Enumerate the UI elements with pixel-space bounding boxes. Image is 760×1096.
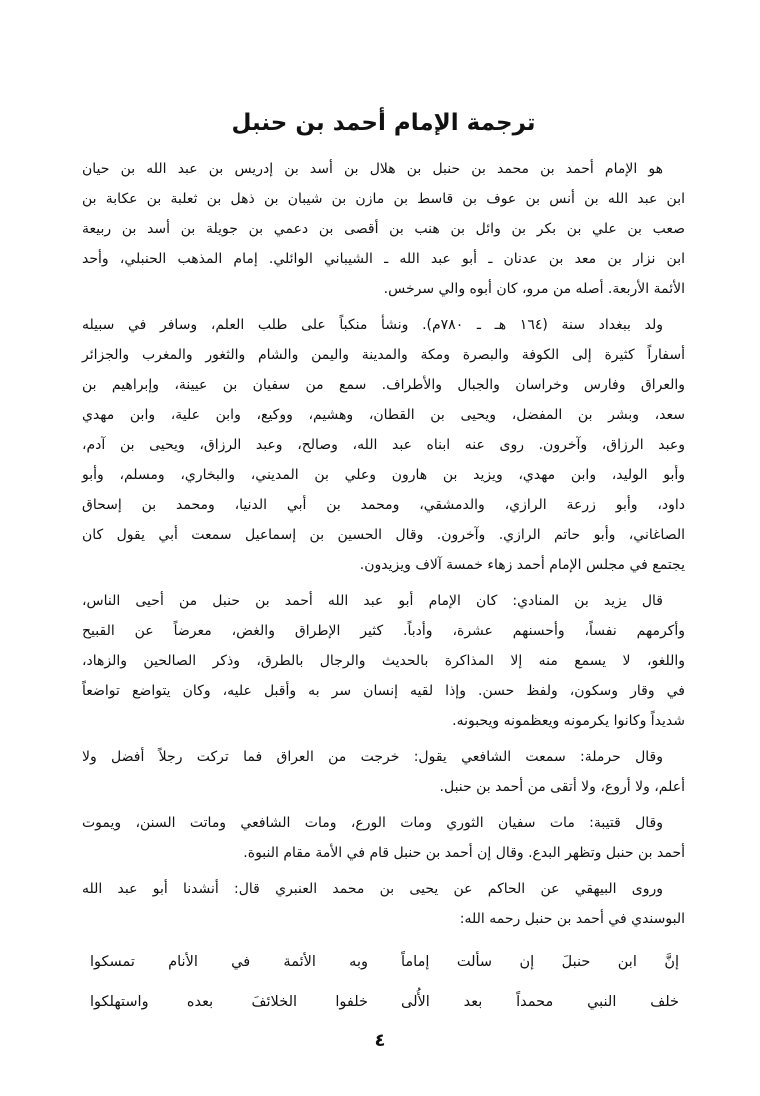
page-number: ٤ [374, 1030, 386, 1051]
paragraph-qutayba [82, 808, 685, 868]
text-line: يجتمع في مجلس الإمام أحمد زهاء خمسة آلاف ويزيدون. [359, 557, 685, 573]
paragraph-bayhaqi [82, 874, 685, 934]
verse-first-hemistich: إنَّ ابن حنبلَ إن سألت إماماً [401, 954, 679, 970]
text-line: أحمد بن حنبل وتظهر البدع. وقال إن أحمد بن حنبل قام في الأمة مقام النبوة. [243, 845, 685, 861]
text-line: وقال حرملة: سمعت الشافعي يقول: خرجت من العراق فما تركت رجلاً أفضل ولا [82, 749, 663, 765]
text-line: صعب بن علي بن بكر بن وائل بن هنب بن أقصى بن دعمي بن جويلة بن أسد بن ربيعة [82, 221, 685, 237]
text-line: وأبو الوليد، وابن مهدي، ويزيد بن هارون وعلي بن المديني، والبخاري، ومسلم، وأبو [82, 467, 685, 483]
poem [82, 942, 685, 1022]
text-line: هو الإمام أحمد بن محمد بن حنبل بن هلال بن أسد بن إدريس بن عبد الله بن حيان [82, 161, 663, 177]
text-line: داود، وأبو زرعة الرازي، والدمشقي، ومحمد بن أبي الدنيا، ومحمد بن إسحاق [82, 497, 685, 513]
text-line: الصاغاني، وأبو حاتم الرازي. وآخرون. وقال الحسين بن إسماعيل سمعت أبي يقول كان [82, 527, 685, 543]
text-line: أعلم، ولا أروع، ولا أتقى من أحمد بن حنبل. [439, 779, 685, 795]
verse-second-hemistich: خلفوا الخلائفَ بعده واستهلكوا [90, 994, 368, 1010]
poem-verse [82, 942, 685, 982]
text-line: وروى البيهقي عن الحاكم عن يحيى بن محمد العنبري قال: أنشدنا أبو عبد الله [82, 881, 663, 897]
paragraph-harmala [82, 742, 685, 802]
page-title: ترجمة الإمام أحمد بن حنبل [231, 110, 536, 136]
text-line: سعد، وبشر بن المفضل، ويحيى بن القطان، وهشيم، ووكيع، وابن علية، وابن مهدي [82, 407, 685, 423]
text-line: الأئمة الأربعة. أصله من مرو، كان أبوه والي سرخس. [383, 281, 685, 297]
text-line: وعبد الرزاق، وآخرون. روى عنه ابناه عبد الله، وصالح، وعبد الرزاق، ويحيى بن آدم، [82, 437, 685, 453]
text-line: في وقار وسكون، ولفظ حسن. وإذا لقيه إنسان سر به وأقبل عليه، وكان يتواضع تواضعاً [82, 683, 685, 699]
text-line: واللغو، لا يسمع منه إلا المذاكرة بالحديث والرجال بالطرق، وذكر الصالحين والزهاد، [82, 653, 685, 669]
text-line: قال يزيد بن المنادي: كان الإمام أبو عبد الله أحمد بن حنبل من أحيى الناس، [82, 593, 663, 609]
text-line: البوسندي في أحمد بن حنبل رحمه الله: [459, 911, 685, 927]
text-line: ابن نزار بن معد بن عدنان ـ أبو عبد الله ـ الشيباني الوائلي. إمام المذهب الحنبلي، وأحد [82, 251, 685, 267]
paragraph-travels [82, 310, 685, 580]
paragraph-lineage [82, 154, 685, 304]
verse-first-hemistich: خلف النبي محمداً بعد الأُلى [401, 994, 679, 1010]
text-line: وقال قتيبة: مات سفيان الثوري ومات الورع، ومات الشافعي وماتت السنن، ويموت [82, 815, 663, 831]
paragraph-character [82, 586, 685, 736]
poem-verse [82, 982, 685, 1022]
text-line: شديداً وكانوا يكرمونه ويعظمونه ويحبونه. [452, 713, 685, 729]
book-page [82, 102, 685, 1022]
verse-second-hemistich: وبه الأئمة في الأنام تمسكوا [90, 954, 368, 970]
text-line: أسفاراً كثيرة إلى الكوفة والبصرة ومكة والمدينة واليمن والشام والثغور والمغرب والجزائر [82, 347, 685, 363]
text-line: ابن عبد الله بن أنس بن عوف بن قاسط بن مازن بن شيبان بن ذهل بن ثعلبة بن عكابة بن [82, 191, 685, 207]
text-line: ولد ببغداد سنة (١٦٤ هـ ـ ٧٨٠م). ونشأ منكباً على طلب العلم، وسافر في سبيله [82, 317, 663, 333]
text-line: وأكرمهم نفساً، وأحسنهم عشرة، وأدباً. كثير الإطراق والغض، معرضاً عن القبيح [82, 623, 685, 639]
text-line: والعراق وفارس وخراسان والجبال والأطراف. سمع من سفيان بن عيينة، وإبراهيم بن [82, 377, 685, 393]
